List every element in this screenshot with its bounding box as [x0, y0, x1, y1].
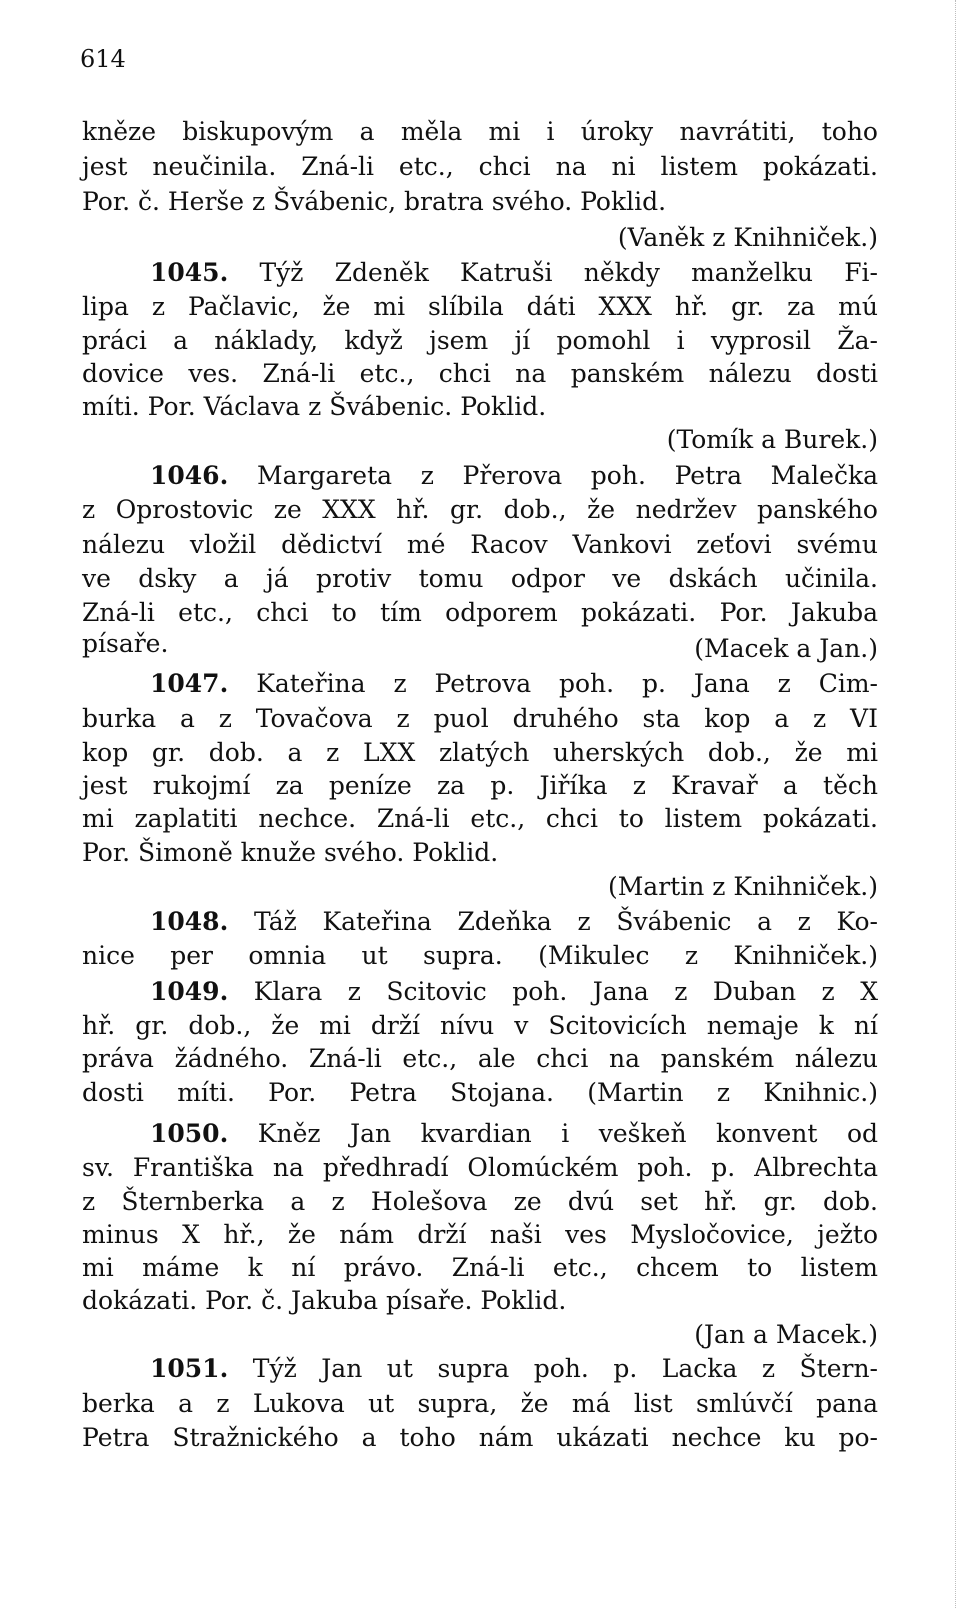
text-line	[82, 186, 878, 218]
page-edge-mark	[953, 0, 956, 1608]
text-line	[82, 1252, 878, 1284]
text-line	[82, 1319, 878, 1351]
line-text: lipa z Pačlavic, že mi slíbila dáti XXX hř. gr. za mú	[82, 292, 878, 321]
line-text: (Tomík a Burek.)	[666, 425, 878, 454]
entry-number: 1047.	[150, 669, 229, 698]
text-line	[82, 325, 878, 357]
line-text: Kněz Jan kvardian i veškeň konvent od	[228, 1119, 878, 1148]
line-text: práva žádného. Zná-li etc., ale chci na panském nálezu	[82, 1044, 878, 1073]
text-line	[82, 770, 878, 802]
line-text: Por. č. Herše z Švábenic, bratra svého. Poklid.	[82, 187, 667, 216]
line-text: z Oprostovic ze XXX hř. gr. dob., že nedržev panského	[82, 495, 878, 524]
entry-first-line	[150, 906, 878, 938]
text-line	[82, 529, 878, 561]
line-text: nálezu vložil dědictví mé Racov Vankovi zeťovi svému	[82, 530, 878, 559]
line-text: kněze biskupovým a měla mi i úroky navrátiti, toho	[82, 117, 878, 146]
text-line	[82, 940, 878, 972]
entry-first-line	[150, 460, 878, 492]
line-text: písaře.	[82, 629, 169, 658]
entry-first-line	[150, 1118, 878, 1150]
entry-number: 1050.	[150, 1119, 229, 1148]
text-line	[82, 424, 878, 456]
entry-number: 1046.	[150, 461, 229, 490]
text-line	[82, 151, 878, 183]
text-line	[82, 1422, 878, 1454]
line-text: jest rukojmí za peníze za p. Jiříka z Kravař a těch	[82, 771, 878, 800]
entry-first-line	[150, 257, 878, 289]
text-line	[82, 494, 878, 526]
text-line	[82, 1285, 878, 1317]
entry-number: 1045.	[150, 258, 229, 287]
text-line	[82, 563, 878, 595]
text-line	[82, 597, 878, 629]
text-line	[82, 358, 878, 390]
line-text: nice per omnia ut supra. (Mikulec z Knihniček.)	[82, 941, 878, 970]
line-text: dokázati. Por. č. Jakuba písaře. Poklid.	[82, 1286, 567, 1315]
line-text: kop gr. dob. a z LXX zlatých uherských dob., že mi	[82, 738, 878, 767]
line-text: jest neučinila. Zná-li etc., chci na ni listem pokázati.	[82, 152, 878, 181]
text-line	[82, 703, 878, 735]
entry-number: 1051.	[150, 1354, 229, 1383]
text-line	[82, 1388, 878, 1420]
text-line	[82, 391, 878, 423]
line-text: dosti míti. Por. Petra Stojana. (Martin z Knihnic.)	[82, 1078, 878, 1107]
line-text: ve dsky a já protiv tomu odpor ve dskách učinila.	[82, 564, 878, 593]
text-line	[82, 871, 878, 903]
line-text: (Jan a Macek.)	[694, 1320, 878, 1349]
line-text: (Martin z Knihniček.)	[607, 872, 878, 901]
entry-number: 1048.	[150, 907, 229, 936]
line-text: Petra Stražnického a toho nám ukázati nechce ku po-	[82, 1423, 878, 1452]
line-text: (Vaněk z Knihniček.)	[617, 223, 878, 252]
line-text: minus X hř., že nám drží naši ves Mysločovice, ježto	[82, 1220, 878, 1249]
line-text: burka a z Tovačova z puol druhého sta kop a z VI	[82, 704, 878, 733]
line-text: Kateřina z Petrova poh. p. Jana z Cim-	[228, 669, 878, 698]
text-line	[82, 737, 878, 769]
line-text: sv. Františka na předhradí Olomúckém poh. p. Albrechta	[82, 1153, 878, 1182]
entry-first-line	[150, 1353, 878, 1385]
text-line	[82, 1152, 878, 1184]
line-text: hř. gr. dob., že mi drží nívu v Scitovicích nemaje k ní	[82, 1011, 878, 1040]
line-text: Týž Jan ut supra poh. p. Lacka z Štern-	[228, 1354, 878, 1383]
line-text: z Šternberka a z Holešova ze dvú set hř. gr. dob.	[82, 1187, 878, 1216]
line-text: Margareta z Přerova poh. Petra Malečka	[228, 461, 878, 490]
line-text: Týž Zdeněk Katruši někdy manželku Fi-	[228, 258, 878, 287]
entry-first-line	[150, 976, 878, 1008]
line-text: dovice ves. Zná-li etc., chci na panském nálezu dosti	[82, 359, 878, 388]
line-text: práci a náklady, když jsem jí pomohl i vyprosil Ža-	[82, 326, 878, 355]
line-text: Por. Šimoně knuže svého. Poklid.	[82, 838, 499, 867]
text-line	[82, 1077, 878, 1109]
entry-number: 1049.	[150, 977, 229, 1006]
line-text: Táž Kateřina Zdeňka z Švábenic a z Ko-	[228, 907, 878, 936]
line-text: Klara z Scitovic poh. Jana z Duban z X	[228, 977, 878, 1006]
entry-first-line	[150, 668, 878, 700]
line-text: mi zaplatiti nechce. Zná-li etc., chci to listem pokázati.	[82, 804, 878, 833]
line-text: berka a z Lukova ut supra, že má list smlúvčí pana	[82, 1389, 878, 1418]
line-text: mi máme k ní právo. Zná-li etc., chcem to listem	[82, 1253, 878, 1282]
text-line	[82, 837, 878, 869]
text-line	[82, 803, 878, 835]
text-line	[82, 1186, 878, 1218]
text-line	[82, 222, 878, 254]
text-line	[82, 633, 878, 665]
line-text: Zná-li etc., chci to tím odporem pokázati. Por. Jakuba	[82, 598, 878, 627]
text-line	[82, 291, 878, 323]
text-line	[82, 1043, 878, 1075]
text-line	[82, 1010, 878, 1042]
line-text: míti. Por. Václava z Švábenic. Poklid.	[82, 392, 547, 421]
page-number: 614	[80, 45, 126, 73]
text-line	[82, 116, 878, 148]
line-text: (Macek a Jan.)	[694, 634, 878, 663]
text-line	[82, 1219, 878, 1251]
